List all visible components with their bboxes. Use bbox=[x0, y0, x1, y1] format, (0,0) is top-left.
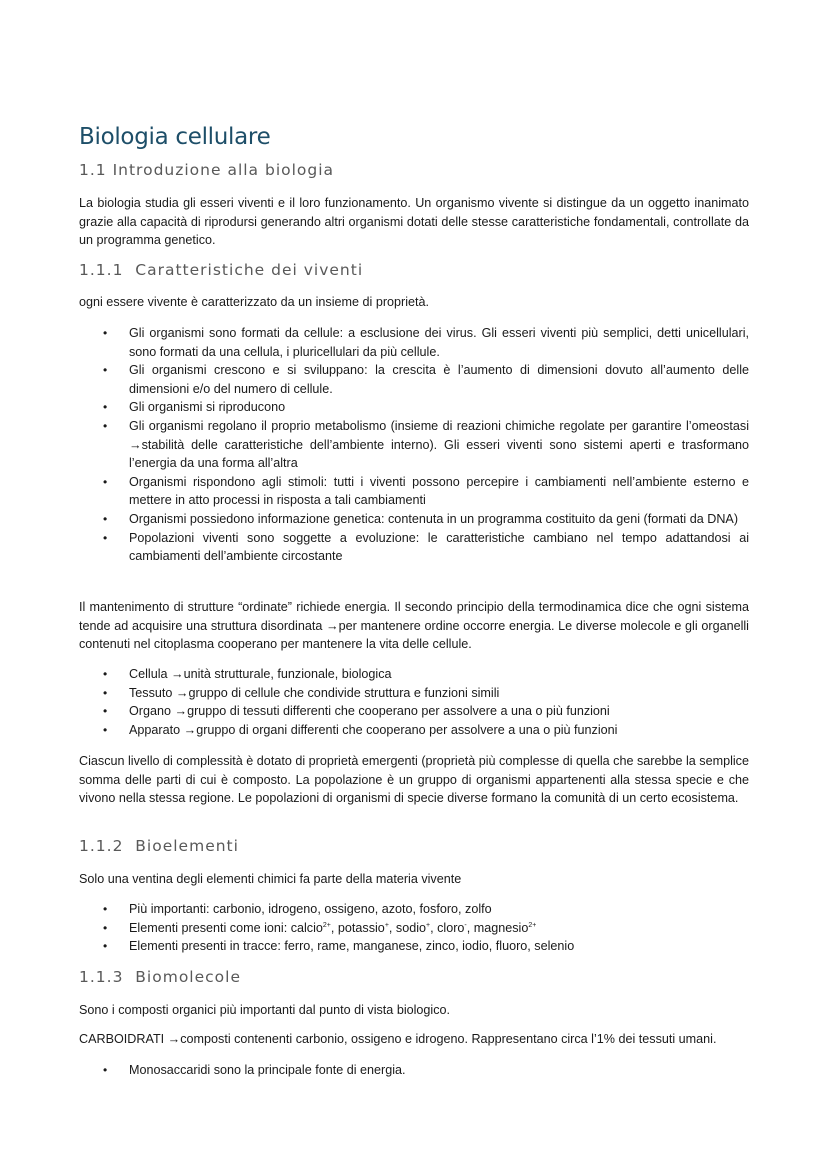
list-item: • Organo →gruppo di tessuti differenti che cooperano per assolvere a una o più funzioni bbox=[79, 702, 749, 721]
list-item: • Gli organismi sono formati da cellule: a esclusione dei virus. Gli esseri viventi più semplici, detti unicellulari, sono formati da una cellula, i pluricellulari da più cellule. bbox=[103, 326, 749, 359]
ion-name: potassio bbox=[337, 920, 385, 935]
list-item: • Elementi presenti in tracce: ferro, rame, manganese, zinco, iodio, fluoro, selenio bbox=[79, 937, 749, 956]
bullet-icon: • bbox=[103, 474, 108, 489]
bioelements-list bbox=[79, 900, 749, 956]
bullet-icon: • bbox=[103, 902, 108, 916]
complexity-paragraph: Ciascun livello di complessità è dotato di proprietà emergenti (proprietà più complesse di quella che sarebbe la semplice somma delle parti di cui è composto. La popolazione è un gruppo di organismi appartenenti alla stessa specie e che vivono nella stessa regione. Le popolazioni di organismi di specie diverse formano la comunità di un certo ecosistema. bbox=[79, 754, 749, 806]
list-item: • Apparato →gruppo di organi differenti che cooperano per assolvere a una o più funzioni bbox=[79, 721, 749, 740]
ions-list: calcio$^{2+}$, potassio+, sodio+, cloro-, magnesio$^{2+}$ bbox=[290, 920, 537, 935]
list-item: • Cellula →unità strutturale, funzionale, biologica bbox=[79, 665, 749, 684]
ion-name: sodio bbox=[395, 920, 427, 935]
bullet-icon: • bbox=[103, 704, 108, 719]
ion-name: magnesio bbox=[473, 920, 529, 935]
intro-paragraph: La biologia studia gli esseri viventi e il loro funzionamento. Un organismo vivente si distingue da un oggetto inanimato grazie alla capacità di riprodursi generando altri organismi dotati delle stesse caratteristiche fondamentali, controllate da un programma genetico. bbox=[79, 196, 749, 248]
list-item: • Monosaccaridi sono la principale fonte di energia. bbox=[79, 1061, 749, 1080]
bullet-icon: • bbox=[103, 685, 108, 700]
ion-charge: - bbox=[464, 921, 467, 929]
bullet-icon: • bbox=[103, 363, 108, 378]
section-heading-1-1-1: 1.1.1 Caratteristiche dei viventi bbox=[79, 261, 364, 279]
bullet-icon: • bbox=[103, 920, 108, 935]
bullet-icon: • bbox=[103, 418, 108, 433]
bullet-icon: • bbox=[103, 1063, 108, 1077]
bullet-icon: • bbox=[103, 326, 108, 340]
list-item: • Gli organismi regolano il proprio metabolismo (insieme di reazioni chimiche regolate per garantire l’omeostasi →stabilità delle caratteristiche dell’ambiente interno). Gli esseri viventi sono sistemi aperti e trasformano l’energia da una forma all’altra bbox=[103, 418, 749, 471]
list-item: • Gli organismi crescono e si sviluppano: la crescita è l’aumento di dimensioni dovuto all’aumento delle dimensioni e/o del numero di cellule. bbox=[103, 363, 749, 396]
bullet-icon: • bbox=[103, 400, 108, 415]
ion-name: calcio bbox=[290, 920, 323, 935]
list-item: • Gli organismi si riproducono bbox=[79, 398, 749, 417]
bullet-icon: • bbox=[103, 939, 108, 954]
list-item: • Organismi possiedono informazione genetica: contenuta in un programma costituito da geni (formati da DNA) bbox=[79, 510, 749, 529]
bullet-icon: • bbox=[103, 667, 108, 681]
levels-list bbox=[79, 665, 749, 739]
ion-charge: + bbox=[384, 921, 389, 929]
ion-charge: + bbox=[426, 921, 431, 929]
characteristics-list bbox=[79, 324, 749, 566]
bullet-icon: • bbox=[103, 530, 108, 545]
list-item: • Tessuto →gruppo di cellule che condivide struttura e funzioni simili bbox=[79, 684, 749, 703]
list-item: • Elementi presenti come ioni: calcio$^{2+}$, potassio+, sodio+, cloro-, magnesio$^{2+}$ bbox=[79, 919, 749, 938]
ion-name: cloro bbox=[437, 920, 465, 935]
energy-paragraph: Il mantenimento di strutture “ordinate” richiede energia. Il secondo principio della termodinamica dice che ogni sistema tende ad acquisire una struttura disordinata →per mantenere ordine occorre energia. Le diverse molecole e gli organelli contenuti nel citoplasma cooperano per mantenere la vita delle cellule. bbox=[79, 600, 749, 652]
ion-charge: 2+ bbox=[322, 921, 331, 929]
document-title: Biologia cellulare bbox=[79, 124, 271, 150]
section-heading-1-1-2: 1.1.2 Bioelementi bbox=[79, 837, 239, 855]
section-heading-1-1-3: 1.1.3 Biomolecole bbox=[79, 968, 241, 986]
bullet-icon: • bbox=[103, 511, 108, 526]
bioelements-intro: Solo una ventina degli elementi chimici fa parte della materia vivente bbox=[79, 872, 462, 886]
list-item: • Organismi rispondono agli stimoli: tutti i viventi possono percepire i cambiamenti nell’ambiente esterno e mettere in atto processi in risposta a tali cambiamenti bbox=[103, 474, 749, 508]
list-item: • Più importanti: carbonio, idrogeno, ossigeno, azoto, fosforo, zolfo bbox=[79, 900, 749, 919]
bullet-icon: • bbox=[103, 722, 108, 737]
carbohydrates-list bbox=[79, 1061, 749, 1080]
section-heading-1-1: 1.1 Introduzione alla biologia bbox=[79, 161, 335, 179]
list-item: • Popolazioni viventi sono soggette a evoluzione: le caratteristiche cambiano nel tempo adattandosi ai cambiamenti dell’ambiente circostante bbox=[103, 530, 749, 564]
ion-charge: 2+ bbox=[528, 921, 537, 929]
carbohydrates-paragraph: CARBOIDRATI →composti contenenti carbonio, ossigeno e idrogeno. Rappresentano circa l’1% dei tessuti umani. bbox=[79, 1032, 717, 1046]
characteristics-intro: ogni essere vivente è caratterizzato da un insieme di proprietà. bbox=[79, 295, 430, 309]
biomolecules-intro: Sono i composti organici più importanti dal punto di vista biologico. bbox=[79, 1003, 451, 1017]
